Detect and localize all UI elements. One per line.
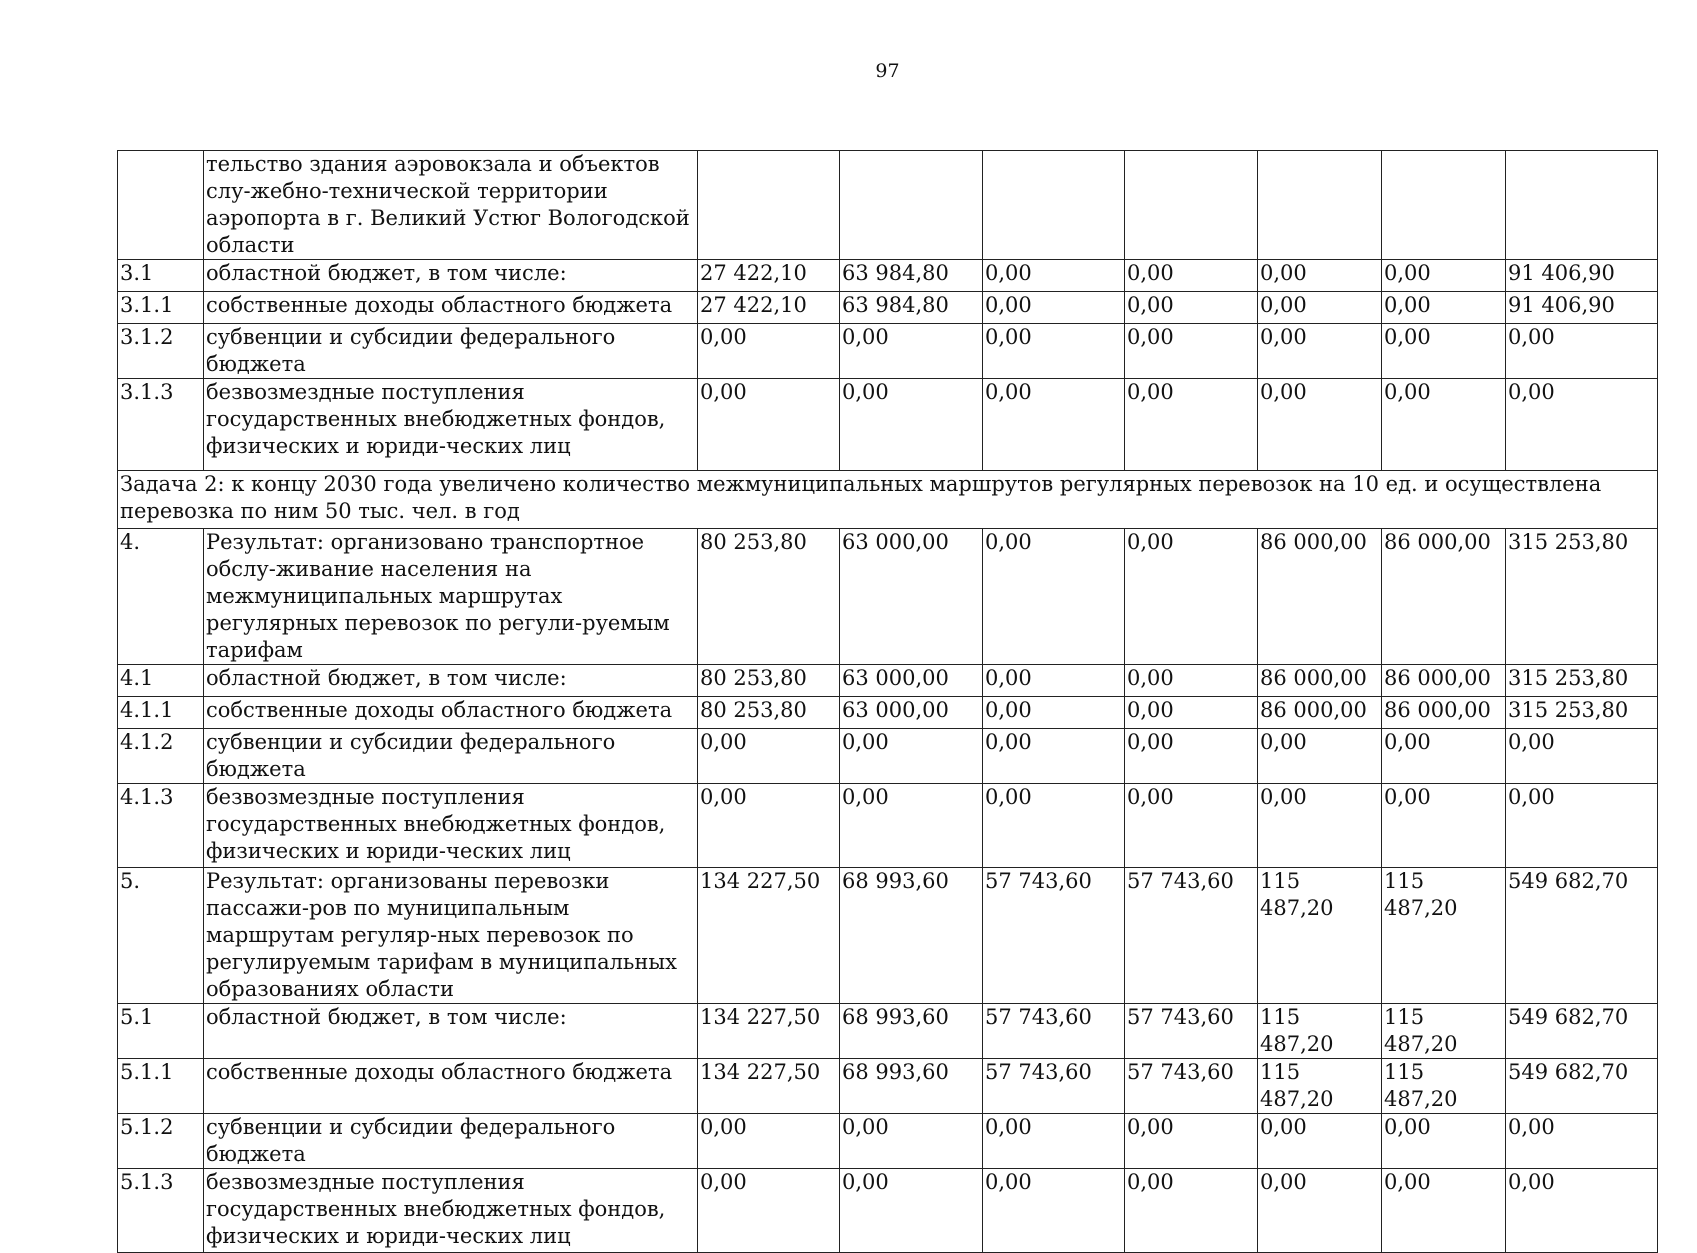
value-cell: 0,00 — [1125, 1114, 1258, 1169]
value-cell: 80 253,80 — [698, 529, 840, 665]
row-code — [118, 151, 204, 260]
row-name: собственные доходы областного бюджета — [204, 697, 698, 729]
value-cell: 0,00 — [1506, 784, 1658, 868]
table-row — [118, 529, 1658, 665]
row-name: субвенции и субсидии федерального бюджета — [204, 324, 698, 379]
value-cell: 0,00 — [1382, 729, 1506, 784]
value-cell — [840, 151, 983, 260]
value-cell: 63 984,80 — [840, 260, 983, 292]
table-row — [118, 1004, 1658, 1059]
value-cell: 0,00 — [1258, 1114, 1382, 1169]
value-cell: 0,00 — [698, 324, 840, 379]
value-cell: 0,00 — [1125, 697, 1258, 729]
table-body — [118, 151, 1658, 1253]
value-cell: 0,00 — [983, 379, 1125, 471]
value-cell: 115 487,20 — [1382, 1059, 1506, 1114]
value-cell: 0,00 — [1125, 379, 1258, 471]
value-cell: 86 000,00 — [1258, 697, 1382, 729]
value-cell: 0,00 — [1125, 784, 1258, 868]
value-cell: 0,00 — [1125, 324, 1258, 379]
value-cell: 57 743,60 — [983, 1059, 1125, 1114]
value-cell: 115 487,20 — [1382, 868, 1506, 1004]
value-cell: 86 000,00 — [1382, 665, 1506, 697]
value-cell: 0,00 — [1506, 324, 1658, 379]
value-cell: 63 984,80 — [840, 292, 983, 324]
table-row — [118, 1169, 1658, 1253]
value-cell: 0,00 — [698, 1114, 840, 1169]
value-cell: 549 682,70 — [1506, 1059, 1658, 1114]
value-cell: 68 993,60 — [840, 1059, 983, 1114]
value-cell: 0,00 — [1382, 324, 1506, 379]
value-cell: 0,00 — [983, 1169, 1125, 1253]
row-code: 3.1.2 — [118, 324, 204, 379]
row-code: 5.1.3 — [118, 1169, 204, 1253]
value-cell: 57 743,60 — [983, 868, 1125, 1004]
value-cell: 86 000,00 — [1382, 529, 1506, 665]
row-name: собственные доходы областного бюджета — [204, 292, 698, 324]
value-cell: 57 743,60 — [983, 1004, 1125, 1059]
value-cell: 0,00 — [1382, 784, 1506, 868]
row-name: Результат: организованы перевозки пассажи-ров по муниципальным маршрутам регуляр-ных перевозок по регулируемым тарифам в муниципальных образованиях области — [204, 868, 698, 1004]
row-name: областной бюджет, в том числе: — [204, 260, 698, 292]
row-name: субвенции и субсидии федерального бюджета — [204, 729, 698, 784]
value-cell: 0,00 — [1125, 529, 1258, 665]
value-cell: 63 000,00 — [840, 665, 983, 697]
row-code: 4.1.1 — [118, 697, 204, 729]
table-row — [118, 151, 1658, 260]
row-code: 5.1.2 — [118, 1114, 204, 1169]
value-cell: 0,00 — [1382, 292, 1506, 324]
value-cell: 0,00 — [698, 1169, 840, 1253]
row-code: 4.1.2 — [118, 729, 204, 784]
value-cell: 80 253,80 — [698, 665, 840, 697]
value-cell: 27 422,10 — [698, 292, 840, 324]
table-row — [118, 1114, 1658, 1169]
value-cell: 0,00 — [1258, 324, 1382, 379]
table-row — [118, 292, 1658, 324]
value-cell — [1506, 151, 1658, 260]
value-cell: 0,00 — [983, 529, 1125, 665]
budget-table — [117, 150, 1658, 1253]
value-cell: 0,00 — [1258, 1169, 1382, 1253]
value-cell: 0,00 — [1125, 729, 1258, 784]
value-cell — [1125, 151, 1258, 260]
table-row — [118, 697, 1658, 729]
value-cell: 80 253,80 — [698, 697, 840, 729]
row-name: собственные доходы областного бюджета — [204, 1059, 698, 1114]
value-cell: 27 422,10 — [698, 260, 840, 292]
table-row — [118, 784, 1658, 868]
value-cell: 0,00 — [1125, 665, 1258, 697]
value-cell: 0,00 — [1125, 260, 1258, 292]
value-cell: 0,00 — [1506, 379, 1658, 471]
value-cell: 68 993,60 — [840, 1004, 983, 1059]
value-cell: 0,00 — [1382, 1169, 1506, 1253]
value-cell: 0,00 — [1125, 292, 1258, 324]
table-row — [118, 260, 1658, 292]
value-cell: 0,00 — [983, 324, 1125, 379]
value-cell — [1382, 151, 1506, 260]
value-cell: 315 253,80 — [1506, 665, 1658, 697]
row-code: 3.1.1 — [118, 292, 204, 324]
value-cell: 0,00 — [1258, 260, 1382, 292]
table-row — [118, 324, 1658, 379]
row-name: областной бюджет, в том числе: — [204, 665, 698, 697]
row-code: 5.1.1 — [118, 1059, 204, 1114]
value-cell: 57 743,60 — [1125, 1004, 1258, 1059]
value-cell: 134 227,50 — [698, 868, 840, 1004]
value-cell: 0,00 — [983, 665, 1125, 697]
value-cell: 68 993,60 — [840, 868, 983, 1004]
value-cell: 0,00 — [1506, 1169, 1658, 1253]
task-row — [118, 471, 1658, 529]
value-cell: 115 487,20 — [1258, 868, 1382, 1004]
value-cell: 91 406,90 — [1506, 260, 1658, 292]
value-cell: 0,00 — [983, 1114, 1125, 1169]
value-cell: 0,00 — [1506, 729, 1658, 784]
value-cell: 0,00 — [983, 729, 1125, 784]
value-cell: 0,00 — [840, 379, 983, 471]
value-cell: 0,00 — [1382, 379, 1506, 471]
table-row — [118, 868, 1658, 1004]
value-cell: 0,00 — [983, 292, 1125, 324]
value-cell: 0,00 — [1258, 379, 1382, 471]
value-cell: 91 406,90 — [1506, 292, 1658, 324]
value-cell: 0,00 — [840, 1114, 983, 1169]
row-code: 5.1 — [118, 1004, 204, 1059]
value-cell: 0,00 — [1382, 1114, 1506, 1169]
value-cell: 0,00 — [1382, 260, 1506, 292]
value-cell: 134 227,50 — [698, 1059, 840, 1114]
page-number: 97 — [875, 60, 900, 82]
table-row — [118, 379, 1658, 471]
table-row — [118, 729, 1658, 784]
row-name: областной бюджет, в том числе: — [204, 1004, 698, 1059]
row-name: безвозмездные поступления государственных внебюджетных фондов, физических и юриди-ческих лиц — [204, 1169, 698, 1253]
row-code: 5. — [118, 868, 204, 1004]
value-cell: 86 000,00 — [1382, 697, 1506, 729]
value-cell: 0,00 — [1125, 1169, 1258, 1253]
row-code: 3.1.3 — [118, 379, 204, 471]
value-cell: 86 000,00 — [1258, 665, 1382, 697]
value-cell: 0,00 — [840, 784, 983, 868]
value-cell: 0,00 — [840, 729, 983, 784]
row-code: 4.1 — [118, 665, 204, 697]
value-cell: 115 487,20 — [1258, 1059, 1382, 1114]
value-cell: 0,00 — [983, 784, 1125, 868]
row-name: тельство здания аэровокзала и объектов слу-жебно-технической территории аэропорта в г. Великий Устюг Вологодской области — [204, 151, 698, 260]
value-cell: 0,00 — [1258, 292, 1382, 324]
row-name: безвозмездные поступления государственных внебюджетных фондов, физических и юриди-ческих лиц — [204, 379, 698, 471]
value-cell: 315 253,80 — [1506, 697, 1658, 729]
value-cell: 0,00 — [983, 260, 1125, 292]
value-cell: 63 000,00 — [840, 529, 983, 665]
value-cell: 57 743,60 — [1125, 1059, 1258, 1114]
row-code: 3.1 — [118, 260, 204, 292]
value-cell: 549 682,70 — [1506, 1004, 1658, 1059]
value-cell: 57 743,60 — [1125, 868, 1258, 1004]
row-name: безвозмездные поступления государственных внебюджетных фондов, физических и юриди-ческих лиц — [204, 784, 698, 868]
value-cell: 115 487,20 — [1382, 1004, 1506, 1059]
value-cell: 0,00 — [1258, 729, 1382, 784]
value-cell: 86 000,00 — [1258, 529, 1382, 665]
value-cell: 0,00 — [1506, 1114, 1658, 1169]
value-cell: 134 227,50 — [698, 1004, 840, 1059]
value-cell: 0,00 — [840, 1169, 983, 1253]
value-cell: 0,00 — [698, 729, 840, 784]
table-row — [118, 665, 1658, 697]
table-row — [118, 1059, 1658, 1114]
value-cell: 115 487,20 — [1258, 1004, 1382, 1059]
value-cell: 0,00 — [698, 379, 840, 471]
value-cell: 315 253,80 — [1506, 529, 1658, 665]
row-code: 4.1.3 — [118, 784, 204, 868]
value-cell: 549 682,70 — [1506, 868, 1658, 1004]
value-cell: 0,00 — [698, 784, 840, 868]
value-cell — [983, 151, 1125, 260]
value-cell: 63 000,00 — [840, 697, 983, 729]
value-cell: 0,00 — [983, 697, 1125, 729]
task-text: Задача 2: к концу 2030 года увеличено количество межмуниципальных маршрутов регулярных перевозок на 10 ед. и осуществлена перевозка по ним 50 тыс. чел. в год — [118, 471, 1658, 529]
value-cell — [1258, 151, 1382, 260]
row-name: Результат: организовано транспортное обслу-живание населения на межмуниципальных маршрутах регулярных перевозок по регули-руемым тарифам — [204, 529, 698, 665]
row-name: субвенции и субсидии федерального бюджета — [204, 1114, 698, 1169]
value-cell: 0,00 — [840, 324, 983, 379]
value-cell — [698, 151, 840, 260]
value-cell: 0,00 — [1258, 784, 1382, 868]
row-code: 4. — [118, 529, 204, 665]
